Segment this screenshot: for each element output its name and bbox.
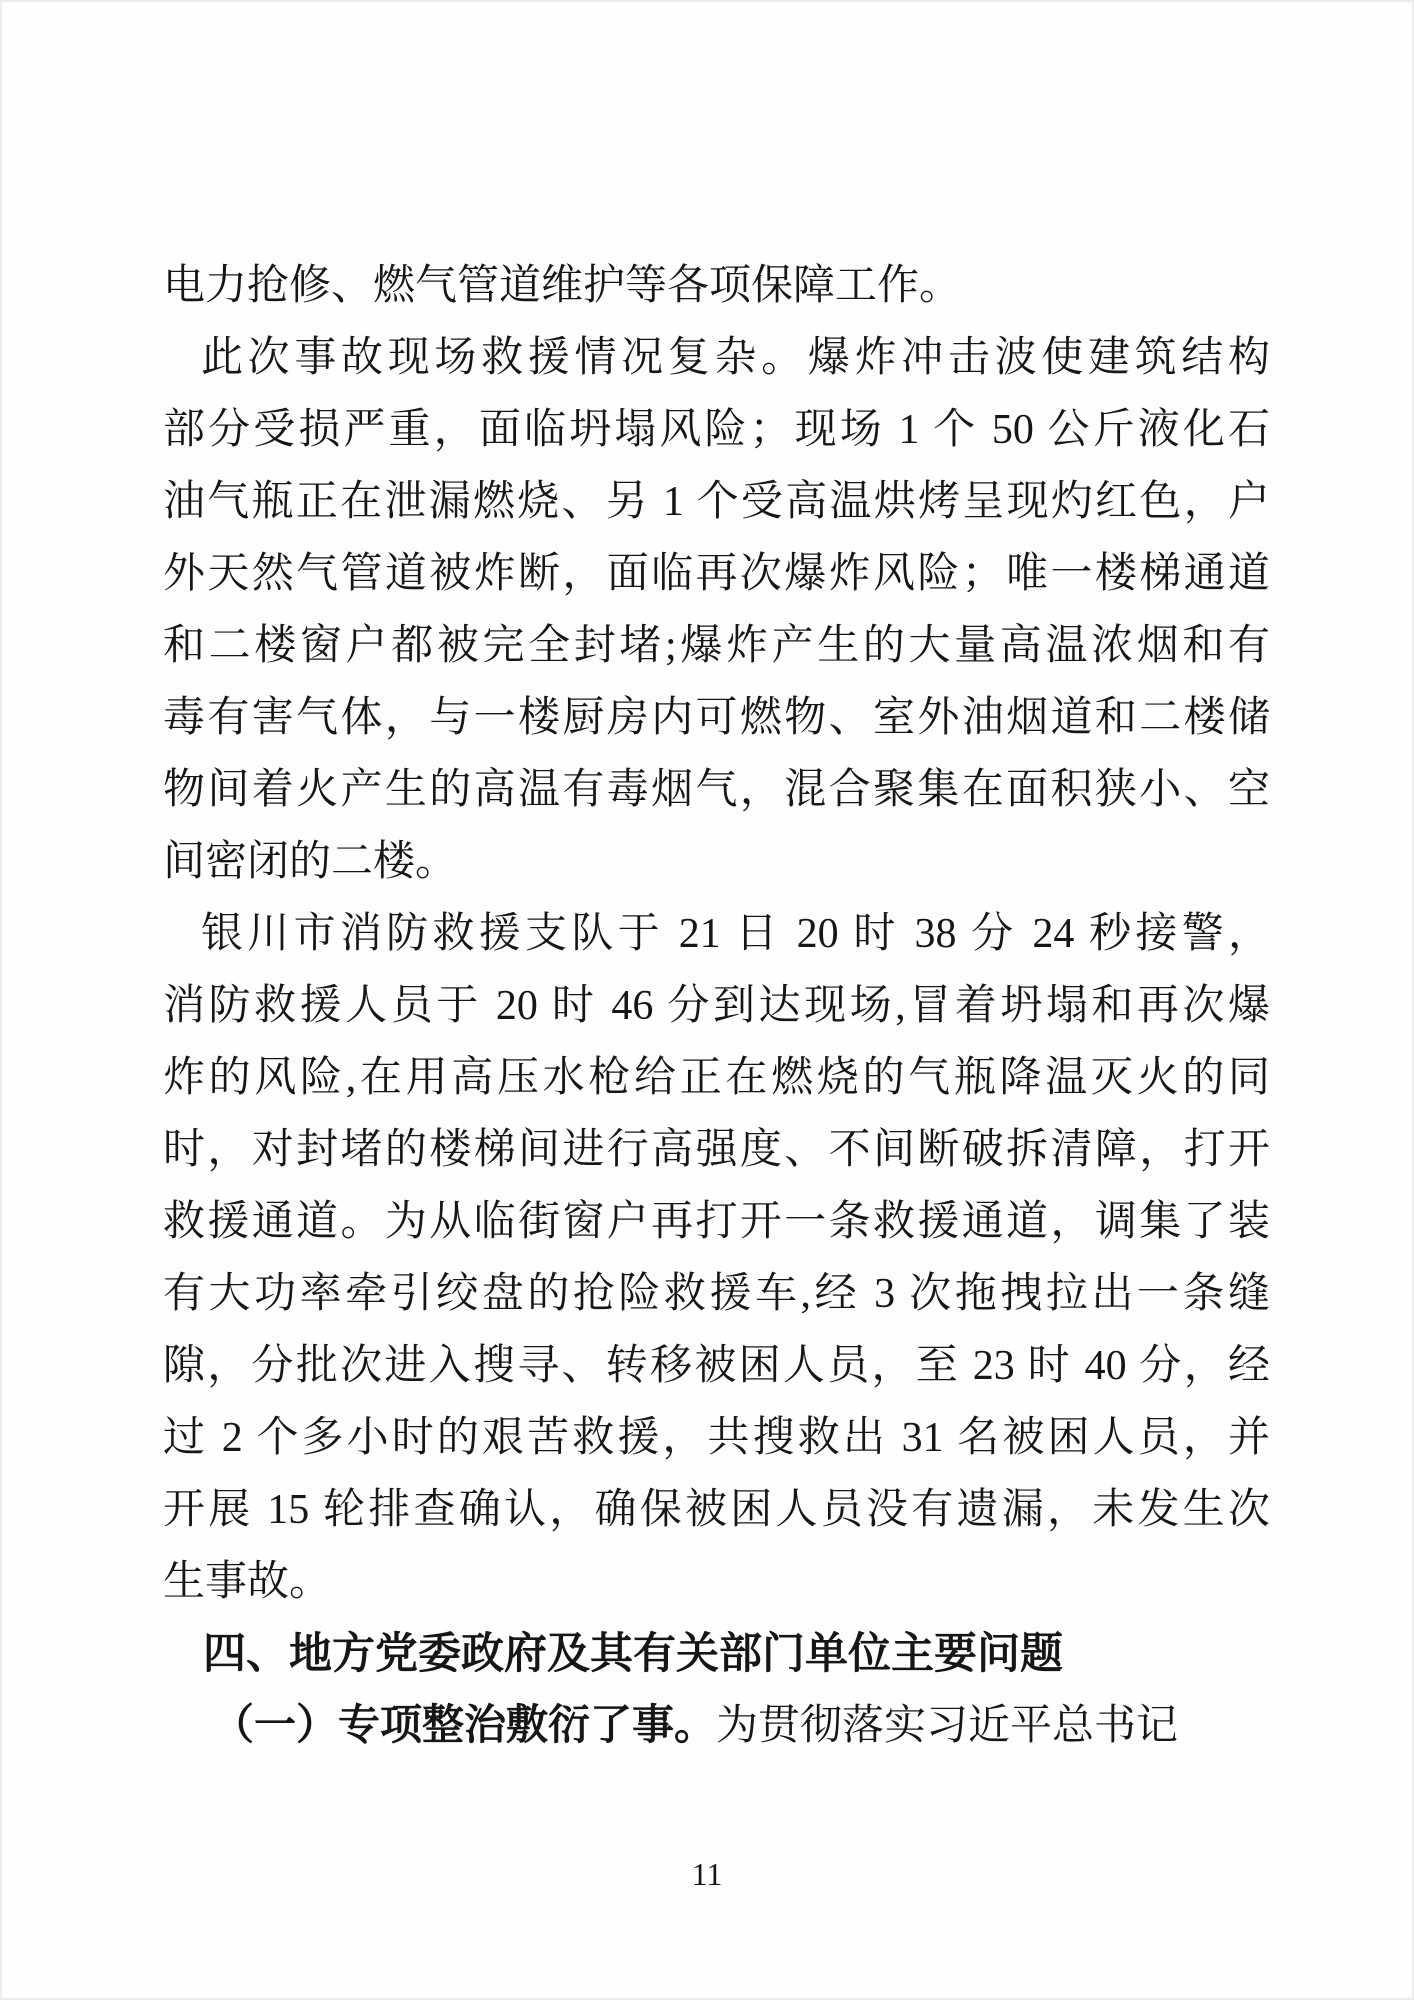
text-line: 生事故。 bbox=[163, 1559, 332, 1605]
subsection-text: 为贯彻落实习近平总书记 bbox=[716, 1703, 1179, 1749]
subsection-lead: （一）专项整治敷衍了事。 bbox=[212, 1703, 717, 1749]
text-line: 物间着火产生的高温有毒烟气，混合聚集在面积狭小、空 bbox=[163, 767, 1270, 813]
text-line: 此次事故现场救援情况复杂。爆炸冲击波使建筑结构 bbox=[201, 335, 1270, 381]
text-line: 油气瓶正在泄漏燃烧、另 1 个受高温烘烤呈现灼红色，户 bbox=[163, 479, 1270, 525]
text-line: 过 2 个多小时的艰苦救援，共搜救出 31 名被困人员，并 bbox=[163, 1415, 1270, 1461]
text-line: 炸的风险,在用高压水枪给正在燃烧的气瓶降温灭火的同 bbox=[163, 1055, 1270, 1101]
text-line: 开展 15 轮排查确认，确保被困人员没有遗漏，未发生次 bbox=[163, 1487, 1270, 1533]
text-line: 时，对封堵的楼梯间进行高强度、不间断破拆清障，打开 bbox=[163, 1127, 1270, 1173]
text-line bbox=[163, 1690, 1270, 1762]
text-line: 间密闭的二楼。 bbox=[163, 839, 458, 885]
text-line: 和二楼窗户都被完全封堵;爆炸产生的大量高温浓烟和有 bbox=[163, 623, 1270, 669]
text-line: 隙，分批次进入搜寻、转移被困人员，至 23 时 40 分，经 bbox=[163, 1343, 1270, 1389]
text-line: 外天然气管道被炸断，面临再次爆炸风险；唯一楼梯通道 bbox=[163, 551, 1270, 597]
text-line: 救援通道。为从临街窗户再打开一条救援通道，调集了装 bbox=[163, 1199, 1270, 1245]
text-line: 有大功率牵引绞盘的抢险救援车,经 3 次拖拽拉出一条缝 bbox=[163, 1271, 1270, 1317]
text-line: 银川市消防救援支队于 21 日 20 时 38 分 24 秒接警， bbox=[201, 911, 1270, 957]
text-line: 电力抢修、燃气管道维护等各项保障工作。 bbox=[163, 263, 962, 309]
text-block bbox=[163, 250, 1270, 1762]
text-line: 消防救援人员于 20 时 46 分到达现场,冒着坍塌和再次爆 bbox=[163, 983, 1270, 1029]
page-number: 11 bbox=[691, 1856, 723, 1892]
text-line: 毒有害气体，与一楼厨房内可燃物、室外油烟道和二楼储 bbox=[163, 695, 1270, 741]
section-heading: 四、地方党委政府及其有关部门单位主要问题 bbox=[203, 1630, 1063, 1678]
text-line: 部分受损严重，面临坍塌风险；现场 1 个 50 公斤液化石 bbox=[163, 407, 1270, 453]
